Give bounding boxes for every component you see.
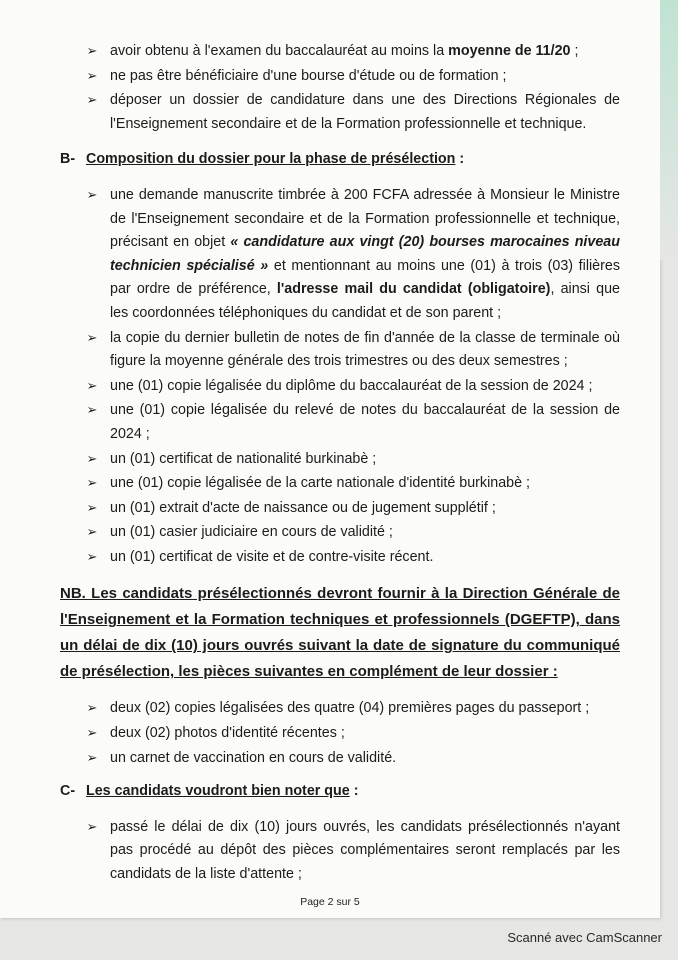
eligibility-list xyxy=(60,40,620,136)
arrowhead-icon: ➢ xyxy=(86,378,98,394)
arrowhead-icon: ➢ xyxy=(86,93,98,109)
camscanner-watermark: Scanné avec CamScanner xyxy=(507,930,662,945)
arrowhead-icon: ➢ xyxy=(86,549,98,565)
list-item xyxy=(60,448,620,472)
section-c-heading xyxy=(60,780,620,804)
list-item xyxy=(60,40,620,64)
item-text: une (01) copie légalisée de la carte nationale d'identité burkinabè ; xyxy=(110,475,531,492)
arrowhead-icon: ➢ xyxy=(86,403,98,419)
arrowhead-icon: ➢ xyxy=(86,750,98,766)
arrowhead-icon: ➢ xyxy=(86,330,98,346)
nb-text: NB. Les candidats présélectionnés devront fournir à la Direction Générale de l'Enseignement et la Formation techniques et professionnels (DGEFTP), dans un délai de dix (10) jours ouvrés suivant la date de signature du communiqué de présélection, les pièces suivantes en complément de leur dossier xyxy=(60,585,620,681)
section-c-suffix: : xyxy=(349,783,359,800)
item-text: « candidature aux vingt (20) bourses marocaines niveau technicien spécialisé » xyxy=(110,234,620,274)
section-b-heading xyxy=(60,148,620,172)
item-text: un (01) certificat de nationalité burkinabè ; xyxy=(110,450,377,467)
arrowhead-icon: ➢ xyxy=(86,44,98,59)
notes-list xyxy=(60,816,620,887)
list-item xyxy=(60,747,620,771)
page-number: Page 2 sur 5 xyxy=(300,896,360,908)
section-b-letter: B- xyxy=(60,151,76,168)
item-text: , ainsi que les coordonnées téléphoniques du candidat et de son parent ; xyxy=(110,281,620,321)
item-text: une (01) copie légalisée du relevé de notes du baccalauréat de la session de 2024 ; xyxy=(110,402,620,442)
item-text: avoir obtenu à l'examen du baccalauréat au moins la xyxy=(110,43,449,59)
list-item xyxy=(60,89,620,136)
item-text: un (01) certificat de visite et de contre-visite récent. xyxy=(110,548,434,565)
list-item xyxy=(60,399,620,446)
item-text: moyenne de 11/20 xyxy=(448,43,571,59)
complement-list xyxy=(60,697,620,770)
list-item xyxy=(60,375,620,399)
list-item xyxy=(60,816,620,887)
section-b-title: Composition du dossier pour la phase de présélection xyxy=(86,151,456,168)
list-item xyxy=(60,521,620,545)
list-item xyxy=(60,472,620,496)
dossier-list xyxy=(60,184,620,570)
list-item xyxy=(60,546,620,570)
list-item xyxy=(60,497,620,521)
scan-edge xyxy=(660,0,678,260)
item-text: passé le délai de dix (10) jours ouvrés, les candidats présélectionnés n'ayant pas procédé au dépôt des pièces complémentaires seront remplacés par les candidats de la liste d'attente ; xyxy=(110,818,620,883)
nb-suffix: : xyxy=(548,663,558,681)
arrowhead-icon: ➢ xyxy=(86,476,98,492)
item-text: un carnet de vaccination en cours de validité. xyxy=(110,749,397,766)
section-b-suffix: : xyxy=(455,151,465,168)
arrowhead-icon: ➢ xyxy=(86,819,98,835)
item-text: ne pas être bénéficiaire d'une bourse d'étude ou de formation ; xyxy=(110,67,507,84)
list-item xyxy=(60,65,620,89)
item-text: un (01) casier judiciaire en cours de validité ; xyxy=(110,524,393,541)
item-text: l'adresse mail du candidat (obligatoire) xyxy=(276,281,551,298)
item-text: ; xyxy=(570,43,579,59)
item-text: une demande manuscrite timbrée à 200 FCFA adressée à Monsieur le Ministre de l'Enseignement secondaire et de la Formation professionnelle et technique, précisant en objet xyxy=(110,186,620,251)
item-text: une (01) copie légalisée du diplôme du baccalauréat de la session de 2024 ; xyxy=(110,377,593,394)
list-item xyxy=(60,722,620,746)
item-text: déposer un dossier de candidature dans une des Directions Régionales de l'Enseignement secondaire et de la Formation professionnelle et technique. xyxy=(110,92,620,132)
document-body xyxy=(60,40,620,888)
arrowhead-icon: ➢ xyxy=(86,525,98,541)
item-text: un (01) extrait d'acte de naissance ou de jugement supplétif ; xyxy=(110,499,496,516)
section-c-title: Les candidats voudront bien noter que xyxy=(86,783,350,800)
arrowhead-icon: ➢ xyxy=(86,726,98,742)
item-text: deux (02) photos d'identité récentes ; xyxy=(110,725,345,742)
section-c-letter: C- xyxy=(60,783,76,800)
nb-paragraph xyxy=(60,581,620,685)
arrowhead-icon: ➢ xyxy=(86,701,98,717)
list-item xyxy=(60,697,620,721)
item-text: la copie du dernier bulletin de notes de fin d'année de la classe de terminale où figure la moyenne générale des trois trimestres ou des deux semestres ; xyxy=(110,329,620,370)
list-item xyxy=(60,184,620,326)
arrowhead-icon: ➢ xyxy=(86,187,98,203)
item-text: et mentionnant au moins une (01) à trois (03) filières par ordre de préférence, xyxy=(110,257,620,298)
arrowhead-icon: ➢ xyxy=(86,500,98,516)
item-text: deux (02) copies légalisées des quatre (04) premières pages du passeport ; xyxy=(110,700,590,717)
arrowhead-icon: ➢ xyxy=(86,451,98,467)
list-item xyxy=(60,327,620,374)
arrowhead-icon: ➢ xyxy=(86,68,98,84)
